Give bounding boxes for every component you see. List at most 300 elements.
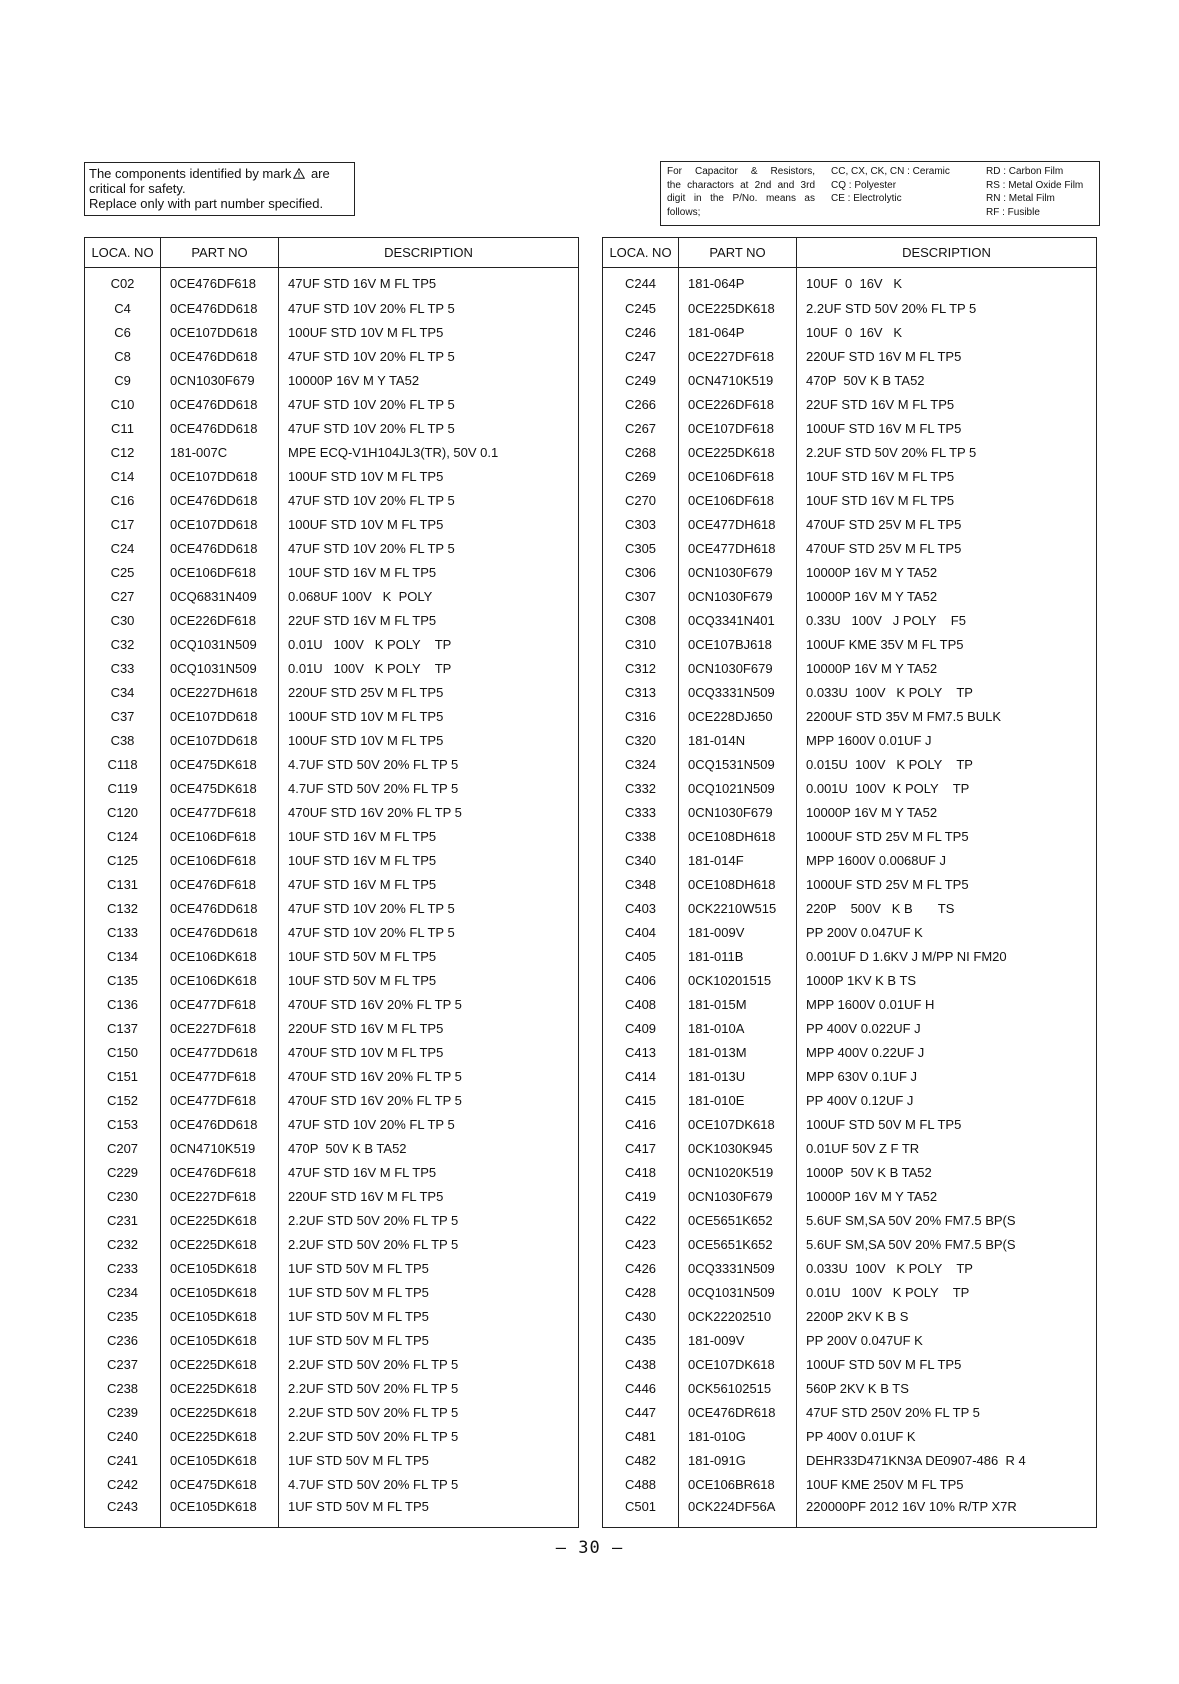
cell-description: 470UF STD 16V 20% FL TP 5	[279, 992, 579, 1016]
cell-description: MPP 1600V 0.01UF H	[797, 992, 1097, 1016]
cell-description: 0.033U 100V K POLY TP	[797, 680, 1097, 704]
cell-description: 560P 2KV K B TS	[797, 1376, 1097, 1400]
safety-notice-line-2: critical for safety.	[89, 181, 186, 196]
cell-location-no: C267	[603, 416, 679, 440]
cell-location-no: C422	[603, 1208, 679, 1232]
table-row	[603, 920, 1097, 944]
cell-location-no: C150	[85, 1040, 161, 1064]
table-row	[603, 1424, 1097, 1448]
cell-location-no: C438	[603, 1352, 679, 1376]
cell-location-no: C234	[85, 1280, 161, 1304]
cell-location-no: C37	[85, 704, 161, 728]
table-row	[85, 512, 579, 536]
cell-location-no: C419	[603, 1184, 679, 1208]
cell-location-no: C134	[85, 944, 161, 968]
cell-part-no: 0CE106DK618	[161, 944, 279, 968]
cell-part-no: 0CE475DK618	[161, 776, 279, 800]
cell-part-no: 0CE5651K652	[679, 1208, 797, 1232]
cell-description: 220000PF 2012 16V 10% R/TP X7R	[797, 1496, 1097, 1528]
table-row	[85, 1016, 579, 1040]
table-row	[85, 1304, 579, 1328]
cell-location-no: C305	[603, 536, 679, 560]
cell-description: 4.7UF STD 50V 20% FL TP 5	[279, 752, 579, 776]
table-row	[85, 1064, 579, 1088]
cell-location-no: C16	[85, 488, 161, 512]
cell-part-no: 0CE107DK618	[679, 1112, 797, 1136]
cell-location-no: C418	[603, 1160, 679, 1184]
cell-part-no: 181-009V	[679, 920, 797, 944]
cell-part-no: 0CQ1031N509	[161, 632, 279, 656]
cell-description: 1UF STD 50V M FL TP5	[279, 1304, 579, 1328]
component-code-legend	[660, 161, 1100, 226]
table-row	[85, 872, 579, 896]
parts-table-right-body	[603, 268, 1097, 1528]
table-row	[603, 1232, 1097, 1256]
cell-location-no: C133	[85, 920, 161, 944]
table-row	[603, 1160, 1097, 1184]
table-row	[603, 560, 1097, 584]
cell-description: 10UF STD 16V M FL TP5	[797, 464, 1097, 488]
table-row	[603, 800, 1097, 824]
cell-part-no: 0CE106BR618	[679, 1472, 797, 1496]
cell-part-no: 0CN4710K519	[679, 368, 797, 392]
table-row	[85, 296, 579, 320]
table-row	[603, 416, 1097, 440]
table-row	[603, 392, 1097, 416]
cell-description: 10UF STD 16V M FL TP5	[279, 848, 579, 872]
table-row	[603, 728, 1097, 752]
cell-description: PP 400V 0.01UF K	[797, 1424, 1097, 1448]
cell-part-no: 0CN4710K519	[161, 1136, 279, 1160]
cell-part-no: 0CN1030F679	[679, 584, 797, 608]
cell-description: 220UF STD 16V M FL TP5	[279, 1016, 579, 1040]
cell-location-no: C135	[85, 968, 161, 992]
cell-description: 0.33U 100V J POLY F5	[797, 608, 1097, 632]
cell-part-no: 0CQ3341N401	[679, 608, 797, 632]
cell-description: 100UF STD 50V M FL TP5	[797, 1112, 1097, 1136]
cell-location-no: C435	[603, 1328, 679, 1352]
cell-location-no: C241	[85, 1448, 161, 1472]
cell-description: 47UF STD 10V 20% FL TP 5	[279, 392, 579, 416]
cell-description: 470UF STD 16V 20% FL TP 5	[279, 800, 579, 824]
cell-location-no: C233	[85, 1256, 161, 1280]
table-row	[603, 1496, 1097, 1528]
cell-location-no: C405	[603, 944, 679, 968]
table-header-row	[603, 238, 1097, 268]
cell-part-no: 0CK22202510	[679, 1304, 797, 1328]
cell-location-no: C415	[603, 1088, 679, 1112]
cell-location-no: C238	[85, 1376, 161, 1400]
cell-location-no: C406	[603, 968, 679, 992]
cell-part-no: 181-014N	[679, 728, 797, 752]
table-row	[85, 992, 579, 1016]
table-row	[85, 1112, 579, 1136]
table-row	[85, 268, 579, 297]
cell-part-no: 0CQ3331N509	[679, 680, 797, 704]
cell-description: 1000P 50V K B TA52	[797, 1160, 1097, 1184]
cell-part-no: 0CE225DK618	[161, 1208, 279, 1232]
cell-description: 1000UF STD 25V M FL TP5	[797, 872, 1097, 896]
cell-location-no: C416	[603, 1112, 679, 1136]
cell-description: 10UF STD 50V M FL TP5	[279, 944, 579, 968]
table-row	[603, 320, 1097, 344]
cell-part-no: 0CE477DF618	[161, 1064, 279, 1088]
cell-part-no: 0CQ1031N509	[679, 1280, 797, 1304]
table-row	[85, 488, 579, 512]
cell-location-no: C338	[603, 824, 679, 848]
table-row	[603, 824, 1097, 848]
table-row	[85, 320, 579, 344]
cell-description: 470UF STD 16V 20% FL TP 5	[279, 1088, 579, 1112]
cell-part-no: 0CQ1031N509	[161, 656, 279, 680]
cell-location-no: C426	[603, 1256, 679, 1280]
cell-part-no: 0CE476DD618	[161, 488, 279, 512]
cell-part-no: 0CE227DF618	[161, 1184, 279, 1208]
cell-part-no: 0CE477DD618	[161, 1040, 279, 1064]
cell-part-no: 0CE225DK618	[161, 1400, 279, 1424]
table-row	[603, 344, 1097, 368]
cell-location-no: C409	[603, 1016, 679, 1040]
cell-part-no: 181-010G	[679, 1424, 797, 1448]
table-row	[85, 1424, 579, 1448]
cell-location-no: C125	[85, 848, 161, 872]
cell-part-no: 0CE106DK618	[161, 968, 279, 992]
cell-location-no: C313	[603, 680, 679, 704]
cell-part-no: 0CE476DD618	[161, 536, 279, 560]
cell-location-no: C8	[85, 344, 161, 368]
table-row	[85, 752, 579, 776]
cell-part-no: 181-013U	[679, 1064, 797, 1088]
table-row	[603, 1088, 1097, 1112]
cell-location-no: C268	[603, 440, 679, 464]
table-row	[85, 1040, 579, 1064]
cell-part-no: 0CE475DK618	[161, 1472, 279, 1496]
safety-notice-line-1: The components identified by mark are	[89, 166, 330, 181]
cell-part-no: 0CE477DH618	[679, 536, 797, 560]
cell-part-no: 181-011B	[679, 944, 797, 968]
table-row	[603, 1304, 1097, 1328]
cell-part-no: 0CE228DJ650	[679, 704, 797, 728]
cell-description: 2.2UF STD 50V 20% FL TP 5	[279, 1208, 579, 1232]
cell-location-no: C269	[603, 464, 679, 488]
cell-location-no: C332	[603, 776, 679, 800]
table-row	[603, 896, 1097, 920]
table-row	[603, 848, 1097, 872]
cell-description: 10000P 16V M Y TA52	[797, 560, 1097, 584]
table-row	[603, 680, 1097, 704]
cell-location-no: C312	[603, 656, 679, 680]
cell-location-no: C404	[603, 920, 679, 944]
cell-description: 470UF STD 25V M FL TP5	[797, 512, 1097, 536]
cell-part-no: 0CE476DD618	[161, 1112, 279, 1136]
cell-description: 100UF STD 10V M FL TP5	[279, 512, 579, 536]
cell-description: 100UF STD 50V M FL TP5	[797, 1352, 1097, 1376]
table-row	[85, 728, 579, 752]
table-row	[603, 752, 1097, 776]
cell-description: 47UF STD 250V 20% FL TP 5	[797, 1400, 1097, 1424]
table-row	[85, 392, 579, 416]
cell-description: 220P 500V K B TS	[797, 896, 1097, 920]
cell-part-no: 0CN1030F679	[679, 1184, 797, 1208]
table-row	[603, 464, 1097, 488]
table-row	[85, 1088, 579, 1112]
cell-location-no: C240	[85, 1424, 161, 1448]
cell-description: 10000P 16V M Y TA52	[797, 1184, 1097, 1208]
cell-part-no: 0CE105DK618	[161, 1256, 279, 1280]
safety-notice	[84, 162, 355, 216]
cell-part-no: 0CE476DD618	[161, 344, 279, 368]
cell-location-no: C25	[85, 560, 161, 584]
cell-part-no: 0CE476DF618	[161, 268, 279, 297]
cell-description: 100UF STD 10V M FL TP5	[279, 320, 579, 344]
cell-part-no: 0CE477DF618	[161, 1088, 279, 1112]
cell-part-no: 0CE226DF618	[679, 392, 797, 416]
cell-part-no: 0CE106DF618	[679, 488, 797, 512]
cell-description: 22UF STD 16V M FL TP5	[279, 608, 579, 632]
table-row	[85, 704, 579, 728]
table-row	[603, 536, 1097, 560]
cell-description: 2.2UF STD 50V 20% FL TP 5	[279, 1352, 579, 1376]
cell-description: 4.7UF STD 50V 20% FL TP 5	[279, 776, 579, 800]
cell-part-no: 0CE105DK618	[161, 1328, 279, 1352]
cell-description: 10000P 16V M Y TA52	[797, 656, 1097, 680]
cell-description: 1UF STD 50V M FL TP5	[279, 1328, 579, 1352]
cell-description: 5.6UF SM,SA 50V 20% FM7.5 BP(S	[797, 1232, 1097, 1256]
cell-location-no: C333	[603, 800, 679, 824]
cell-location-no: C11	[85, 416, 161, 440]
table-row	[85, 560, 579, 584]
table-row	[603, 440, 1097, 464]
cell-part-no: 0CE105DK618	[161, 1496, 279, 1528]
cell-part-no: 0CE106DF618	[679, 464, 797, 488]
cell-part-no: 181-007C	[161, 440, 279, 464]
cell-description: 10000P 16V M Y TA52	[279, 368, 579, 392]
cell-description: 0.033U 100V K POLY TP	[797, 1256, 1097, 1280]
cell-description: 1000P 1KV K B TS	[797, 968, 1097, 992]
table-row	[85, 824, 579, 848]
table-row	[85, 680, 579, 704]
cell-description: 2.2UF STD 50V 20% FL TP 5	[279, 1424, 579, 1448]
cell-location-no: C481	[603, 1424, 679, 1448]
cell-location-no: C320	[603, 728, 679, 752]
cell-description: 0.001UF D 1.6KV J M/PP NI FM20	[797, 944, 1097, 968]
cell-description: 220UF STD 16V M FL TP5	[797, 344, 1097, 368]
cell-location-no: C136	[85, 992, 161, 1016]
cell-part-no: 0CN1030F679	[161, 368, 279, 392]
cell-description: 470UF STD 10V M FL TP5	[279, 1040, 579, 1064]
cell-description: 4.7UF STD 50V 20% FL TP 5	[279, 1472, 579, 1496]
cell-location-no: C428	[603, 1280, 679, 1304]
cell-location-no: C423	[603, 1232, 679, 1256]
column-header-location: LOCA. NO	[603, 238, 679, 268]
cell-description: 220UF STD 25V M FL TP5	[279, 680, 579, 704]
cell-description: 10UF STD 16V M FL TP5	[279, 824, 579, 848]
cell-location-no: C413	[603, 1040, 679, 1064]
cell-location-no: C153	[85, 1112, 161, 1136]
cell-location-no: C231	[85, 1208, 161, 1232]
cell-description: 10UF STD 16V M FL TP5	[797, 488, 1097, 512]
column-header-description: DESCRIPTION	[797, 238, 1097, 268]
cell-location-no: C247	[603, 344, 679, 368]
cell-part-no: 0CE476DD618	[161, 896, 279, 920]
cell-description: 470UF STD 16V 20% FL TP 5	[279, 1064, 579, 1088]
cell-location-no: C124	[85, 824, 161, 848]
cell-description: 0.01UF 50V Z F TR	[797, 1136, 1097, 1160]
column-header-part-no: PART NO	[679, 238, 797, 268]
table-row	[603, 488, 1097, 512]
cell-part-no: 0CE226DF618	[161, 608, 279, 632]
cell-location-no: C207	[85, 1136, 161, 1160]
table-row	[85, 1256, 579, 1280]
column-header-description: DESCRIPTION	[279, 238, 579, 268]
table-row	[85, 1472, 579, 1496]
cell-part-no: 181-009V	[679, 1328, 797, 1352]
cell-location-no: C151	[85, 1064, 161, 1088]
cell-part-no: 0CK2210W515	[679, 896, 797, 920]
legend-intro: For Capacitor & Resistors, the charactors at 2nd and 3rd digit in the P/No. means as follows;	[667, 166, 815, 218]
cell-part-no: 0CQ3331N509	[679, 1256, 797, 1280]
cell-description: 470P 50V K B TA52	[279, 1136, 579, 1160]
cell-part-no: 0CN1030F679	[679, 800, 797, 824]
cell-location-no: C246	[603, 320, 679, 344]
cell-description: MPP 400V 0.22UF J	[797, 1040, 1097, 1064]
table-row	[603, 704, 1097, 728]
cell-part-no: 0CE107DD618	[161, 320, 279, 344]
cell-part-no: 0CE475DK618	[161, 752, 279, 776]
cell-part-no: 0CE107BJ618	[679, 632, 797, 656]
cell-description: PP 400V 0.12UF J	[797, 1088, 1097, 1112]
table-row	[603, 584, 1097, 608]
cell-description: PP 200V 0.047UF K	[797, 1328, 1097, 1352]
cell-location-no: C239	[85, 1400, 161, 1424]
cell-location-no: C17	[85, 512, 161, 536]
cell-description: 1UF STD 50V M FL TP5	[279, 1256, 579, 1280]
table-row	[603, 776, 1097, 800]
cell-part-no: 0CQ6831N409	[161, 584, 279, 608]
cell-part-no: 0CE225DK618	[161, 1352, 279, 1376]
cell-description: 2200UF STD 35V M FM7.5 BULK	[797, 704, 1097, 728]
cell-description: 10000P 16V M Y TA52	[797, 800, 1097, 824]
cell-part-no: 0CE225DK618	[161, 1424, 279, 1448]
cell-description: 10UF 0 16V K	[797, 268, 1097, 297]
cell-part-no: 0CE476DR618	[679, 1400, 797, 1424]
cell-location-no: C446	[603, 1376, 679, 1400]
cell-description: 47UF STD 10V 20% FL TP 5	[279, 536, 579, 560]
table-row	[603, 1016, 1097, 1040]
cell-location-no: C243	[85, 1496, 161, 1528]
cell-location-no: C430	[603, 1304, 679, 1328]
cell-location-no: C24	[85, 536, 161, 560]
cell-description: 47UF STD 10V 20% FL TP 5	[279, 416, 579, 440]
cell-part-no: 0CE477DH618	[679, 512, 797, 536]
cell-part-no: 0CE225DK618	[679, 296, 797, 320]
cell-description: 10UF 0 16V K	[797, 320, 1097, 344]
parts-table-left-body	[85, 268, 579, 1528]
cell-location-no: C316	[603, 704, 679, 728]
cell-part-no: 0CE225DK618	[161, 1376, 279, 1400]
table-row	[85, 896, 579, 920]
cell-description: 100UF KME 35V M FL TP5	[797, 632, 1097, 656]
cell-part-no: 181-091G	[679, 1448, 797, 1472]
table-row	[603, 968, 1097, 992]
cell-part-no: 0CE107DD618	[161, 704, 279, 728]
safety-notice-line-3: Replace only with part number specified.	[89, 196, 324, 211]
cell-part-no: 181-014F	[679, 848, 797, 872]
cell-part-no: 0CE108DH618	[679, 824, 797, 848]
table-row	[85, 1160, 579, 1184]
cell-part-no: 181-015M	[679, 992, 797, 1016]
cell-part-no: 0CE227DF618	[679, 344, 797, 368]
cell-location-no: C417	[603, 1136, 679, 1160]
cell-description: 47UF STD 16V M FL TP5	[279, 268, 579, 297]
table-row	[85, 464, 579, 488]
cell-part-no: 0CE106DF618	[161, 824, 279, 848]
cell-description: 220UF STD 16V M FL TP5	[279, 1184, 579, 1208]
cell-location-no: C340	[603, 848, 679, 872]
cell-description: 1UF STD 50V M FL TP5	[279, 1280, 579, 1304]
table-row	[603, 656, 1097, 680]
cell-description: 10000P 16V M Y TA52	[797, 584, 1097, 608]
cell-part-no: 0CE476DD618	[161, 920, 279, 944]
column-header-location: LOCA. NO	[85, 238, 161, 268]
cell-description: 47UF STD 16V M FL TP5	[279, 1160, 579, 1184]
cell-location-no: C12	[85, 440, 161, 464]
table-row	[85, 1448, 579, 1472]
cell-part-no: 0CE5651K652	[679, 1232, 797, 1256]
cell-part-no: 0CE107DD618	[161, 464, 279, 488]
cell-description: 2.2UF STD 50V 20% FL TP 5	[797, 296, 1097, 320]
cell-description: 2.2UF STD 50V 20% FL TP 5	[279, 1376, 579, 1400]
cell-description: 47UF STD 10V 20% FL TP 5	[279, 920, 579, 944]
cell-description: 47UF STD 10V 20% FL TP 5	[279, 296, 579, 320]
cell-location-no: C306	[603, 560, 679, 584]
cell-location-no: C132	[85, 896, 161, 920]
cell-location-no: C408	[603, 992, 679, 1016]
table-row	[603, 512, 1097, 536]
table-row	[85, 1232, 579, 1256]
table-row	[85, 584, 579, 608]
table-row	[603, 1280, 1097, 1304]
cell-part-no: 181-064P	[679, 268, 797, 297]
table-row	[603, 1040, 1097, 1064]
legend-capacitor-codes: CC, CX, CK, CN : Ceramic CQ : Polyester CE : Electrolytic	[831, 166, 950, 204]
cell-description: 2.2UF STD 50V 20% FL TP 5	[279, 1400, 579, 1424]
cell-part-no: 0CE225DK618	[679, 440, 797, 464]
cell-part-no: 0CE107DF618	[679, 416, 797, 440]
table-row	[603, 944, 1097, 968]
cell-description: MPP 1600V 0.0068UF J	[797, 848, 1097, 872]
cell-location-no: C308	[603, 608, 679, 632]
table-row	[85, 440, 579, 464]
cell-location-no: C33	[85, 656, 161, 680]
cell-location-no: C152	[85, 1088, 161, 1112]
cell-location-no: C237	[85, 1352, 161, 1376]
cell-description: 2.2UF STD 50V 20% FL TP 5	[797, 440, 1097, 464]
table-row	[85, 344, 579, 368]
cell-location-no: C38	[85, 728, 161, 752]
table-row	[85, 1280, 579, 1304]
cell-description: MPP 1600V 0.01UF J	[797, 728, 1097, 752]
cell-location-no: C242	[85, 1472, 161, 1496]
cell-location-no: C403	[603, 896, 679, 920]
table-row	[85, 1400, 579, 1424]
table-row	[603, 1064, 1097, 1088]
table-row	[85, 368, 579, 392]
cell-description: PP 200V 0.047UF K	[797, 920, 1097, 944]
cell-part-no: 0CE477DF618	[161, 800, 279, 824]
cell-part-no: 0CE105DK618	[161, 1304, 279, 1328]
cell-description: 10UF STD 16V M FL TP5	[279, 560, 579, 584]
